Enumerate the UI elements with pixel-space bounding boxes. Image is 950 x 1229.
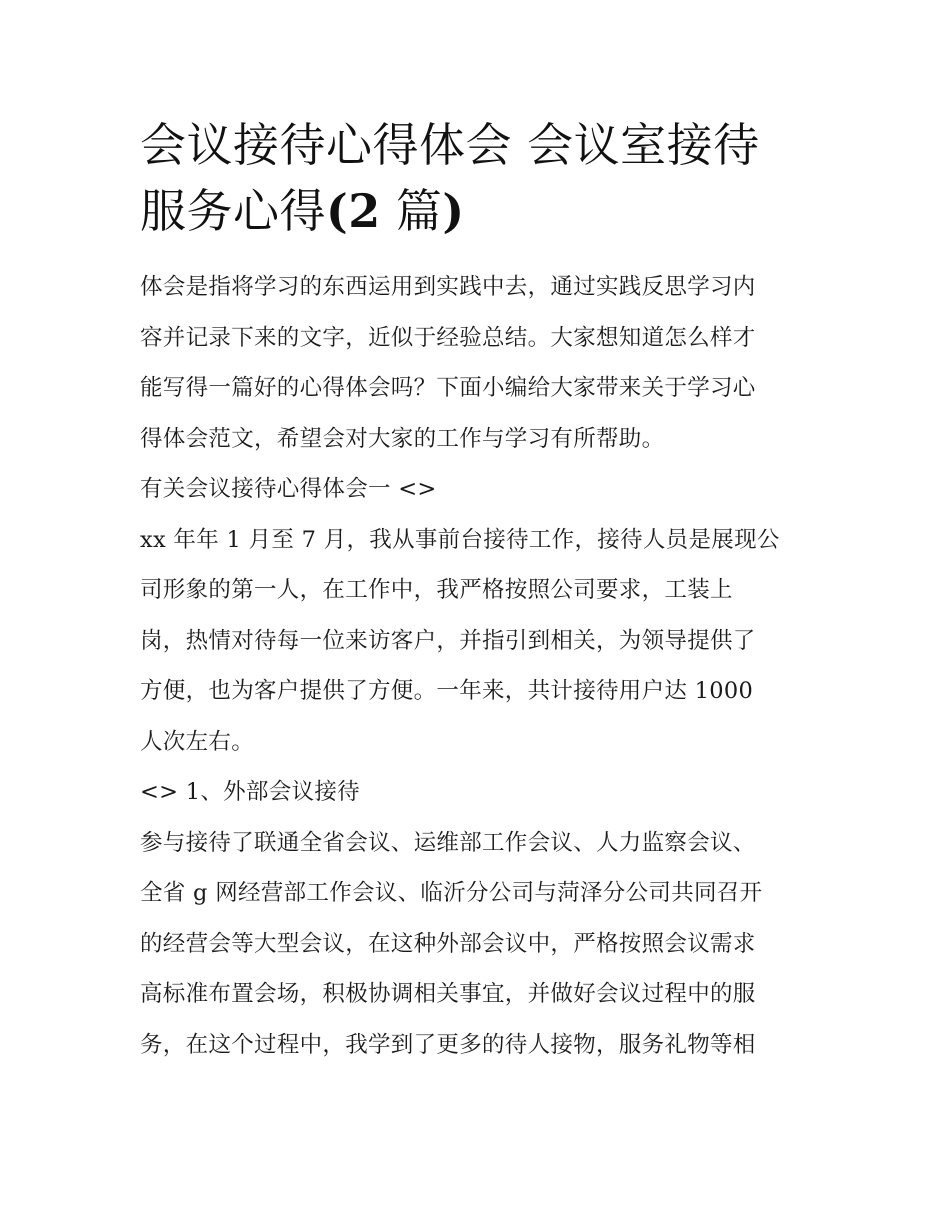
section-heading-text: 有关会议接待心得体会一 <> <box>140 476 437 502</box>
body2-line: 务，在这个过程中，我学到了更多的待人接物，服务礼物等相 <box>140 1031 756 1058</box>
title-line-2 <box>140 178 820 244</box>
body1-line: 岗，热情对待每一位来访客户，并指引到相关，为领导提供了 <box>140 627 756 654</box>
title-paren-open: (2 <box>326 184 381 238</box>
title-line-2-text: 服务心得 <box>140 184 326 238</box>
body1-line: xx 年年 1 月至 7 月，我从事前台接待工作，接待人员是展现公 <box>140 526 780 553</box>
section-heading <box>140 464 820 515</box>
body1-line: 司形象的第一人，在工作中，我严格按照公司要求，工装上 <box>140 577 733 603</box>
title-paren-close: ) <box>442 184 465 238</box>
title-line-1: 会议接待心得体会 会议室接待 <box>140 118 760 172</box>
intro-line: 得体会范文，希望会对大家的工作与学习有所帮助。 <box>140 425 665 452</box>
document-page <box>140 112 820 1070</box>
intro-paragraph <box>140 262 820 464</box>
subheading-text: <> 1、外部会议接待 <box>140 779 360 805</box>
subheading <box>140 767 820 818</box>
body2-line: 高标准布置会场，积极协调相关事宜，并做好会议过程中的服 <box>140 981 756 1007</box>
intro-line: 容并记录下来的文字，近似于经验总结。大家想知道怎么样才 <box>140 324 756 351</box>
body-paragraph-2 <box>140 818 820 1071</box>
body2-line: 全省 g 网经营部工作会议、临沂分公司与菏泽分公司共同召开 <box>140 880 763 906</box>
intro-line: 体会是指将学习的东西运用到实践中去，通过实践反思学习内 <box>140 274 756 300</box>
body1-line: 人次左右。 <box>140 728 255 755</box>
body2-line: 参与接待了联通全省会议、运维部工作会议、人力监察会议、 <box>140 829 756 856</box>
body-paragraph-1 <box>140 515 820 768</box>
body1-line: 方便，也为客户提供了方便。一年来，共计接待用户达 1000 <box>140 678 754 704</box>
title-pian: 篇 <box>395 184 443 238</box>
intro-line: 能写得一篇好的心得体会吗？下面小编给大家带来关于学习心 <box>140 375 756 401</box>
document-title <box>140 112 820 244</box>
body2-line: 的经营会等大型会议，在这种外部会议中，严格按照会议需求 <box>140 930 756 957</box>
